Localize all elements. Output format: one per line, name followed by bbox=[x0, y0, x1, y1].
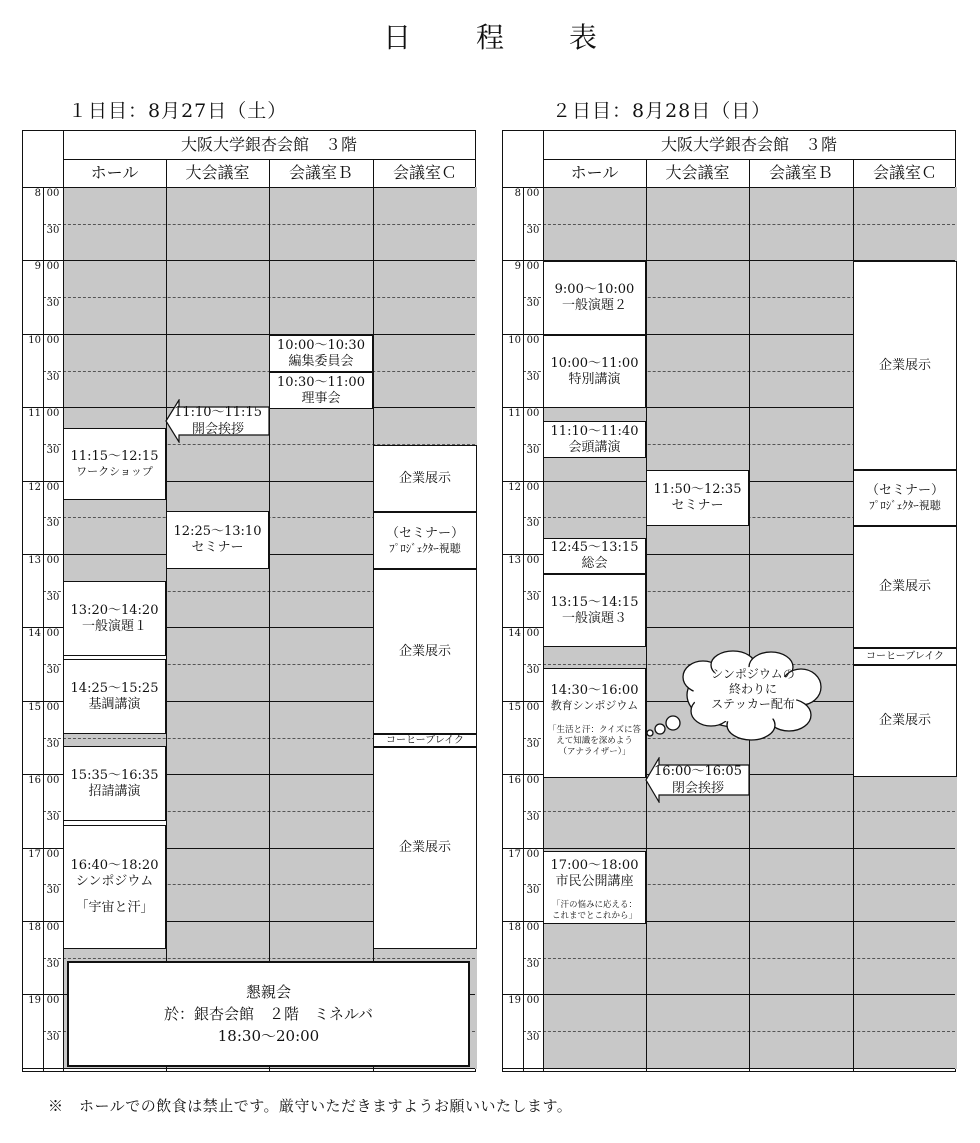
day1-room-c: 会議室Ｃ bbox=[392, 163, 457, 182]
minute-label: 00 bbox=[526, 408, 540, 420]
event-title: 編集委員会 bbox=[288, 353, 354, 369]
minute-label: 00 bbox=[46, 628, 60, 640]
hour-line bbox=[503, 187, 955, 188]
day1-b-board[interactable] bbox=[269, 372, 373, 409]
minute-label: 30 bbox=[526, 298, 540, 310]
hour-label: 16 bbox=[28, 775, 41, 787]
hour-label: 10 bbox=[28, 334, 41, 346]
bubble-line1: シンポジウムの bbox=[711, 667, 795, 681]
event-subtitle: 「汗の悩みに応える：これまでとこれから」 bbox=[551, 900, 637, 921]
event-title: 企業展示 bbox=[878, 357, 931, 373]
hour-line bbox=[23, 260, 475, 261]
event-title: 総会 bbox=[581, 556, 608, 571]
minute-label: 30 bbox=[526, 591, 540, 603]
day2-hall-opening-lecture[interactable] bbox=[543, 421, 646, 458]
event-title: 会頭講演 bbox=[568, 439, 621, 455]
day2-hall-edu-symposium[interactable] bbox=[543, 668, 646, 778]
hour-label: 9 bbox=[514, 261, 521, 273]
day2-hall-general3[interactable] bbox=[543, 574, 646, 647]
minute-label: 00 bbox=[46, 261, 60, 273]
unavailable-block bbox=[543, 408, 646, 421]
event-time: 13:20～14:20 bbox=[70, 602, 159, 618]
event-time: 17:00～18:00 bbox=[550, 858, 639, 873]
bubble-line2: 終わりに bbox=[728, 682, 777, 696]
footer-note: ※ ホールでの飲食は禁止です。厳守いただきますようお願いいたします。 bbox=[48, 1097, 573, 1115]
event-title: コーヒーブレイク bbox=[866, 650, 944, 662]
day1-banquet[interactable] bbox=[67, 961, 470, 1067]
event-time: 11:15～12:15 bbox=[70, 449, 159, 464]
day2-room-hall: ホール bbox=[570, 163, 619, 182]
minute-label: 00 bbox=[526, 628, 540, 640]
event-time: 11:50～12:35 bbox=[653, 482, 742, 497]
day2-hall-public-lecture[interactable] bbox=[543, 851, 646, 924]
day1-hall-symposium[interactable] bbox=[63, 825, 166, 949]
event-time: 11:10～11:40 bbox=[550, 423, 639, 439]
hour-line bbox=[503, 994, 955, 995]
event-title: 市民公開講座 bbox=[555, 874, 634, 889]
event-title: コーヒーブレイク bbox=[386, 735, 464, 746]
hour-label: 16 bbox=[508, 775, 521, 787]
day2-venue: 大阪大学銀杏会館 ３階 bbox=[660, 135, 837, 154]
day1-c-expo2[interactable] bbox=[373, 569, 477, 734]
hour-label: 15 bbox=[28, 701, 41, 713]
day1-hall-keynote[interactable] bbox=[63, 659, 166, 734]
day2-room-b: 会議室Ｂ bbox=[768, 163, 833, 182]
half-hour-line bbox=[523, 811, 955, 812]
unavailable-block bbox=[646, 187, 749, 470]
half-hour-line bbox=[523, 1031, 955, 1032]
minute-label: 30 bbox=[46, 958, 60, 970]
unavailable-block bbox=[543, 778, 646, 851]
event-title: 閉会挨拶 bbox=[671, 781, 724, 796]
column-line bbox=[749, 159, 750, 1071]
minute-label: 30 bbox=[46, 224, 60, 236]
event-subtitle: 「生活と汗：クイズに答えて知識を深めよう（アナライザー）」 bbox=[548, 725, 641, 757]
day2-c-projector[interactable] bbox=[853, 470, 957, 526]
minute-label: 30 bbox=[46, 518, 60, 530]
half-hour-line bbox=[43, 297, 475, 298]
minute-label: 30 bbox=[46, 811, 60, 823]
hour-line bbox=[23, 334, 475, 335]
minute-label: 00 bbox=[46, 188, 60, 199]
event-title: 企業展示 bbox=[398, 470, 451, 486]
day1-room-large: 大会議室 bbox=[185, 163, 250, 182]
day2-closing-arrow[interactable] bbox=[645, 757, 751, 803]
column-line bbox=[646, 159, 647, 1071]
minute-label: 00 bbox=[526, 701, 540, 713]
hour-label: 18 bbox=[28, 922, 41, 933]
event-location: 於：銀杏会館 ２階 ミネルバ bbox=[164, 1005, 373, 1023]
day2-hall-general-meeting[interactable] bbox=[543, 538, 646, 574]
day1-schedule-table bbox=[22, 130, 476, 1072]
half-hour-line bbox=[523, 224, 955, 225]
event-time: 12:45～13:15 bbox=[550, 540, 639, 555]
unavailable-block bbox=[63, 500, 166, 581]
day1-hall-workshop[interactable] bbox=[63, 428, 166, 500]
minute-label: 30 bbox=[46, 885, 60, 897]
minute-label: 00 bbox=[526, 188, 540, 199]
minute-label: 30 bbox=[526, 738, 540, 750]
bubble-line3: ステッカー配布 bbox=[711, 697, 795, 711]
minute-label: 30 bbox=[46, 371, 60, 383]
event-title: 教育シンポジウム bbox=[550, 699, 639, 712]
event-title: 一般演題２ bbox=[561, 298, 627, 313]
minute-label: 00 bbox=[526, 922, 540, 933]
page-title: 日 程 表 bbox=[383, 21, 625, 54]
day1-c-coffee[interactable] bbox=[373, 734, 477, 747]
hour-line bbox=[23, 1068, 475, 1069]
unavailable-block bbox=[63, 734, 166, 746]
event-title: 開会挨拶 bbox=[191, 422, 244, 437]
day1-opening-arrow[interactable] bbox=[165, 399, 271, 443]
half-hour-line bbox=[43, 958, 475, 959]
hour-label: 13 bbox=[508, 555, 521, 566]
hour-line bbox=[503, 1068, 955, 1069]
minute-label: 00 bbox=[526, 481, 540, 493]
event-time: 10:00～10:30 bbox=[277, 337, 365, 353]
event-subtitle: 「宇宙と汗」 bbox=[75, 900, 154, 915]
minute-label: 00 bbox=[46, 775, 60, 787]
hour-label: 13 bbox=[28, 555, 41, 566]
event-time: 13:15～14:15 bbox=[550, 594, 639, 610]
event-time: 14:25～15:25 bbox=[70, 680, 159, 696]
event-title: 特別講演 bbox=[568, 371, 621, 387]
minute-label: 30 bbox=[46, 591, 60, 603]
minute-label: 00 bbox=[46, 555, 60, 566]
event-subtitle: ﾌﾟﾛｼﾞｪｸﾀｰ視聴 bbox=[869, 499, 941, 512]
minute-label: 30 bbox=[526, 958, 540, 970]
event-title: 一般演題１ bbox=[81, 618, 147, 634]
day1-c-projector[interactable] bbox=[373, 512, 477, 569]
hour-label: 11 bbox=[28, 408, 41, 420]
minute-label: 00 bbox=[46, 701, 60, 713]
event-title: （セミナー） bbox=[865, 483, 944, 498]
column-line bbox=[269, 159, 270, 1071]
half-hour-line bbox=[523, 958, 955, 959]
minute-label: 00 bbox=[526, 261, 540, 273]
event-title: 企業展示 bbox=[878, 579, 931, 594]
hour-label: 8 bbox=[514, 188, 521, 199]
minute-label: 00 bbox=[526, 775, 540, 787]
event-title: 懇親会 bbox=[245, 983, 291, 1001]
hour-label: 10 bbox=[508, 334, 521, 346]
event-title: 基調講演 bbox=[88, 696, 141, 712]
day2-room-large: 大会議室 bbox=[665, 163, 730, 182]
event-time: 18:30～20:00 bbox=[217, 1027, 320, 1045]
minute-label: 00 bbox=[46, 408, 60, 420]
day2-hall-general2[interactable] bbox=[543, 261, 646, 335]
minute-label: 30 bbox=[526, 665, 540, 677]
hour-label: 18 bbox=[508, 922, 521, 933]
event-title: 企業展示 bbox=[878, 713, 931, 728]
minute-label: 00 bbox=[526, 995, 540, 1007]
minute-label: 00 bbox=[46, 922, 60, 933]
hour-label: 17 bbox=[508, 848, 521, 860]
hour-label: 9 bbox=[34, 261, 41, 273]
minute-label: 30 bbox=[526, 1032, 540, 1044]
unavailable-block bbox=[543, 924, 646, 1069]
event-title: 招請講演 bbox=[88, 783, 141, 799]
day2-c-expo2[interactable] bbox=[853, 526, 957, 648]
unavailable-block bbox=[543, 458, 646, 538]
minute-label: 00 bbox=[46, 848, 60, 860]
event-title: ワークショップ bbox=[76, 465, 153, 478]
hour-label: 14 bbox=[28, 628, 41, 640]
day1-room-hall: ホール bbox=[90, 163, 139, 182]
minute-label: 30 bbox=[46, 1032, 60, 1044]
minute-label: 00 bbox=[46, 334, 60, 346]
event-time: 10:30～11:00 bbox=[277, 374, 365, 390]
day2-hall-special[interactable] bbox=[543, 335, 646, 408]
day2-large-seminar[interactable] bbox=[646, 470, 749, 526]
minute-label: 30 bbox=[46, 444, 60, 456]
day2-label: ２日目：8月28日（日） bbox=[552, 100, 772, 122]
minute-label: 30 bbox=[46, 738, 60, 750]
event-title: 理事会 bbox=[301, 390, 341, 406]
event-time: 10:00～11:00 bbox=[550, 355, 639, 371]
hour-line bbox=[23, 187, 475, 188]
minute-label: 00 bbox=[526, 334, 540, 346]
day1-large-seminar[interactable] bbox=[166, 511, 269, 569]
hour-label: 12 bbox=[28, 481, 41, 493]
event-title: セミナー bbox=[671, 498, 724, 513]
unavailable-block bbox=[853, 777, 957, 1069]
day2-c-expo1[interactable] bbox=[853, 261, 957, 470]
day1-label: １日目：8月27日（土） bbox=[68, 100, 288, 122]
day1-venue: 大阪大学銀杏会館 ３階 bbox=[180, 135, 357, 154]
event-title: 企業展示 bbox=[398, 840, 451, 855]
event-title: シンポジウム bbox=[75, 874, 154, 889]
day1-b-editorial[interactable] bbox=[269, 335, 373, 372]
day1-hall-general1[interactable] bbox=[63, 581, 166, 656]
minute-label: 00 bbox=[46, 995, 60, 1007]
hour-label: 8 bbox=[34, 188, 41, 199]
column-line bbox=[166, 159, 167, 1071]
minute-label: 30 bbox=[526, 885, 540, 897]
half-hour-line bbox=[43, 224, 475, 225]
minute-label: 00 bbox=[46, 481, 60, 493]
hour-label: 14 bbox=[508, 628, 521, 640]
day2-schedule-table bbox=[502, 130, 956, 1072]
hour-label: 19 bbox=[508, 995, 521, 1007]
half-hour-line bbox=[43, 371, 475, 372]
day2-sticker-bubble bbox=[643, 649, 833, 745]
minute-label: 00 bbox=[526, 848, 540, 860]
event-subtitle: ﾌﾟﾛｼﾞｪｸﾀｰ視聴 bbox=[389, 541, 461, 555]
minute-label: 30 bbox=[46, 665, 60, 677]
hour-label: 17 bbox=[28, 848, 41, 860]
event-time: 14:30～16:00 bbox=[550, 683, 639, 698]
event-time: 16:00～16:05 bbox=[654, 764, 742, 779]
day1-room-b: 会議室Ｂ bbox=[288, 163, 353, 182]
minute-label: 30 bbox=[526, 518, 540, 530]
day2-c-coffee[interactable] bbox=[853, 648, 957, 665]
day2-c-expo3[interactable] bbox=[853, 665, 957, 777]
hour-label: 15 bbox=[508, 701, 521, 713]
hour-label: 11 bbox=[508, 408, 521, 420]
event-time: 16:40～18:20 bbox=[70, 858, 159, 873]
day2-room-c: 会議室Ｃ bbox=[872, 163, 937, 182]
minute-label: 30 bbox=[526, 224, 540, 236]
day1-c-expo3[interactable] bbox=[373, 747, 477, 949]
unavailable-block bbox=[166, 187, 269, 511]
hour-label: 12 bbox=[508, 481, 521, 493]
event-time: 12:25～13:10 bbox=[173, 524, 262, 539]
event-time: 11:10～11:15 bbox=[174, 405, 262, 420]
minute-label: 30 bbox=[526, 811, 540, 823]
event-time: 15:35～16:35 bbox=[70, 767, 159, 783]
day1-c-expo1[interactable] bbox=[373, 445, 477, 512]
event-title: 一般演題３ bbox=[561, 610, 627, 626]
day1-hall-invited[interactable] bbox=[63, 746, 166, 821]
event-title: セミナー bbox=[191, 540, 244, 555]
hour-line bbox=[503, 848, 955, 849]
event-title: （セミナー） bbox=[385, 525, 464, 541]
minute-label: 30 bbox=[526, 444, 540, 456]
minute-label: 30 bbox=[526, 371, 540, 383]
minute-label: 30 bbox=[46, 298, 60, 310]
hour-label: 19 bbox=[28, 995, 41, 1007]
event-title: 企業展示 bbox=[398, 643, 451, 659]
event-time: 9:00～10:00 bbox=[554, 282, 635, 297]
minute-label: 00 bbox=[526, 555, 540, 566]
